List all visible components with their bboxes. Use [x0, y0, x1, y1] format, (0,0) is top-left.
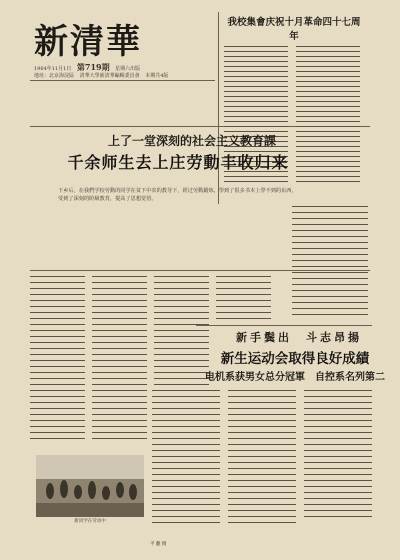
issue-number: 第719期 [76, 62, 110, 72]
right-column-text [292, 206, 372, 326]
lead-intro: 下乡后，在我們学校劳動的同学在贫下中农的教导下，經过劳動鍛炼，學到了很多书本上學不到的东西，受到了深刻的阶級教育，提高了思想觉悟。 [58, 188, 297, 202]
masthead-rule [30, 80, 215, 81]
photo-byline: 平 翻 摄 [150, 542, 167, 547]
lead-kicker: 上了一堂深刻的社会主义教育課 [107, 134, 276, 148]
section2-kicker: 新手鬓出 斗志昂揚 [236, 331, 362, 344]
news-photo [36, 455, 144, 517]
photo-caption: 新同学在劳动中 [74, 519, 106, 524]
top-right-text-columns [224, 46, 364, 196]
photo-image [36, 455, 144, 517]
newspaper-title: 新清華 [34, 22, 142, 62]
section2-rule [196, 325, 372, 326]
lead-headline: 千余师生去上庄劳動丰收归来 [67, 153, 289, 172]
issue-frequency: 星期六出版 [115, 66, 141, 72]
issue-date: 1964年11月1日 [34, 66, 72, 72]
section2-subhead: 电机系获男女总分冠軍 自控系名列第二 [205, 372, 385, 383]
section2-body-columns [152, 390, 374, 540]
issue-pages: 本期共4版 [145, 73, 169, 79]
masthead [34, 14, 184, 60]
top-right-headline: 我校集會庆祝十月革命四十七周年 [227, 17, 361, 42]
top-divider [218, 12, 219, 204]
issue-meta [34, 64, 244, 80]
section2-headline: 新生运动会取得良好成績 [220, 351, 370, 367]
issue-address: 地址：北京海淀區 [34, 73, 75, 79]
issue-publisher: 清華大學新清華編輯委員會 [79, 73, 140, 79]
